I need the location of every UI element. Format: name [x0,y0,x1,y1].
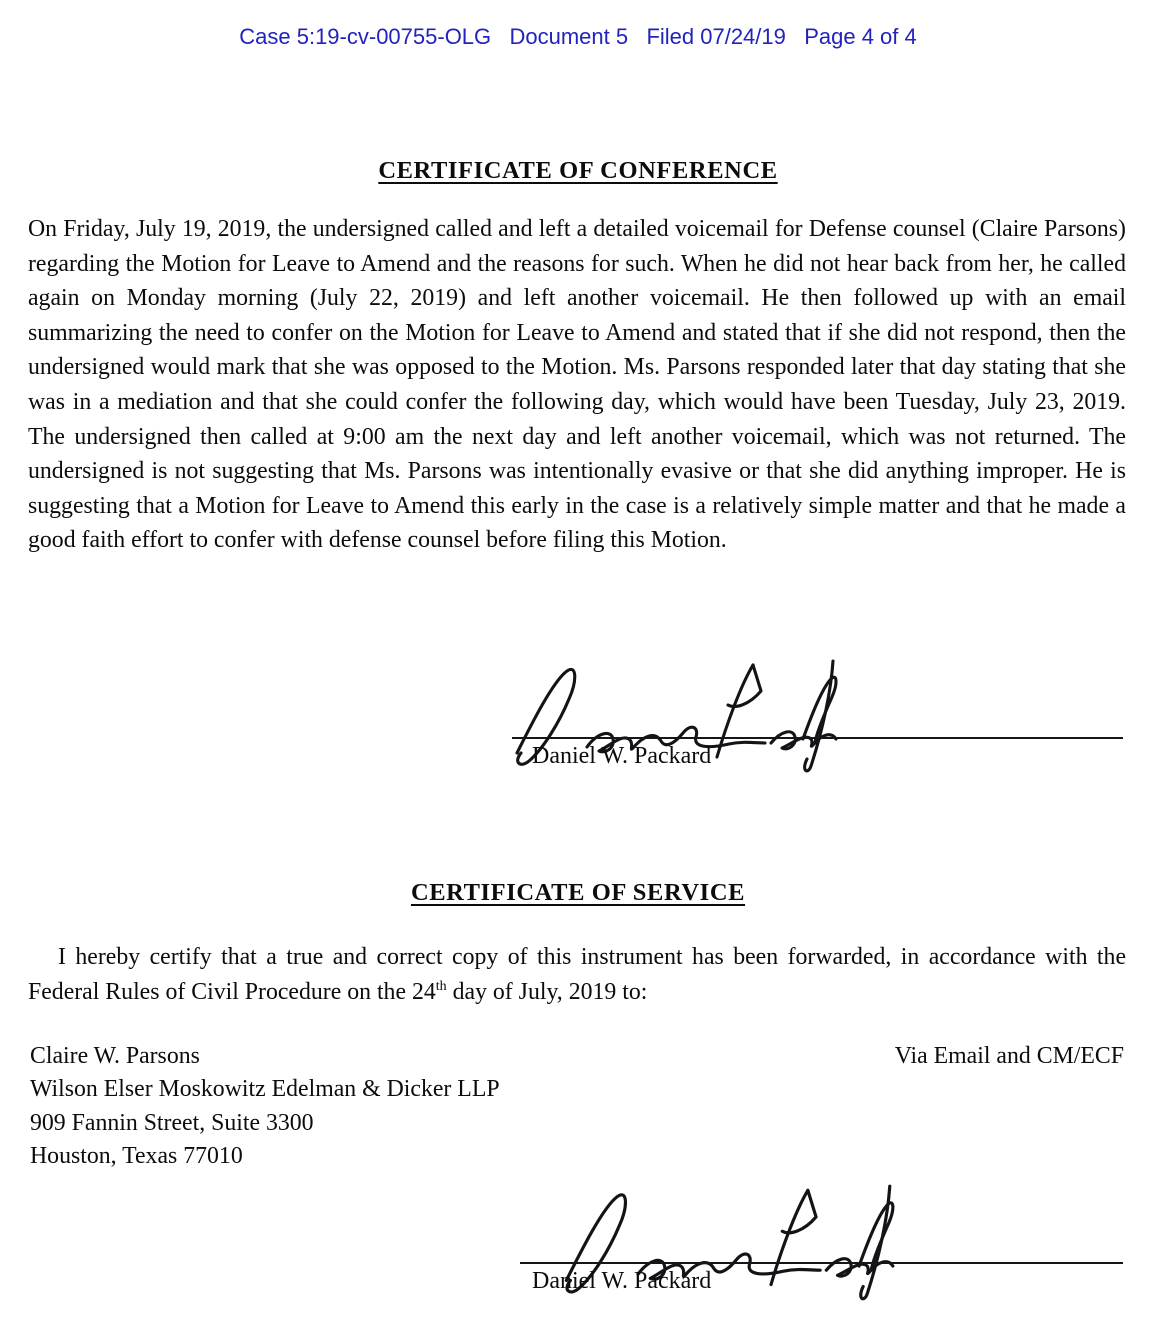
case-caption-header: Case 5:19-cv-00755-OLG Document 5 Filed 07/24/19 Page 4 of 4 [239,24,917,49]
signature-line [520,1262,1123,1264]
certificate-of-service-title: CERTIFICATE OF SERVICE [410,879,746,906]
recipient-name: Claire W. Parsons [30,1043,200,1069]
service-body-text: I hereby certify that a true and correct copy of this instrument has been forwarded, in accordance with the Federal Rules of Civil Procedure on the 24 [28,944,1126,1005]
delivery-method-label: Via Email and CM/ECF [894,1043,1124,1069]
signer-name: Daniel W. Packard [532,743,712,769]
signature-line [512,737,1123,739]
recipient-firm: Wilson Elser Moskowitz Edelman & Dicker LLP [30,1076,500,1103]
ordinal-superscript: th [435,978,447,994]
service-body-paragraph [28,940,1126,1009]
service-body-text-end: day of July, 2019 to: [446,978,648,1005]
recipient-street: 909 Fannin Street, Suite 3300 [30,1109,314,1136]
certificate-of-conference-title: CERTIFICATE OF CONFERENCE [378,157,778,184]
recipient-city: Houston, Texas 77010 [30,1143,243,1170]
recipient-address-block [30,1040,1124,1174]
signer-name: Daniel W. Packard [532,1268,712,1294]
conference-body-paragraph: On Friday, July 19, 2019, the undersigned called and left a detailed voicemail for Defense counsel (Claire Parsons) regarding the Motion for Leave to Amend and the reasons for such. When he did not hear back from her, he called again on Monday morning (July 22, 2019) and left another voicemail. He then followed up with an email summarizing the need to confer on the Motion for Leave to Amend and stated that if she did not respond, then the undersigned would mark that she was opposed to the Motion. Ms. Parsons responded later that day stating that she was in a mediation and that she could confer the following day, which would have been Tuesday, July 23, 2019. The undersigned then called at 9:00 am the next day and left another voicemail, which was not returned. The undersigned is not suggesting that Ms. Parsons was intentionally evasive or that she did anything improper. He is suggesting that a Motion for Leave to Amend this early in the case is a relatively simple matter and that he made a good faith effort to confer with defense counsel before filing this Motion. [28,216,1126,554]
